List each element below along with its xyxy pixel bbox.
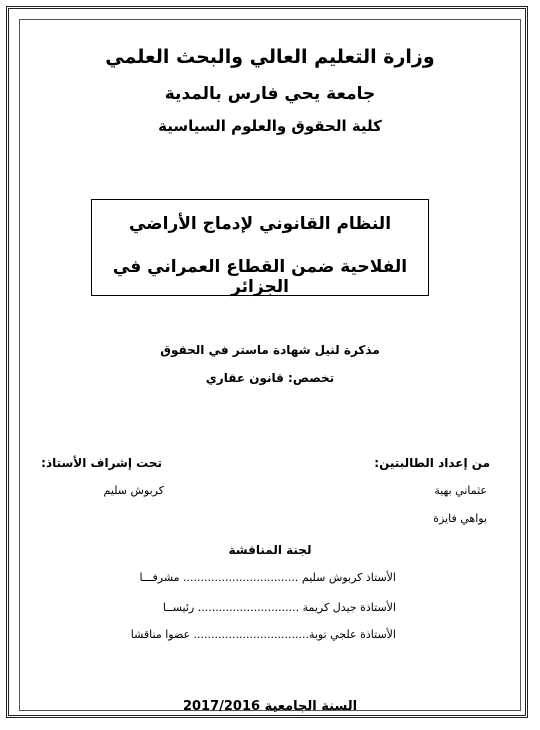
supervision-label: تحت إشراف الأستاذ: bbox=[41, 456, 162, 470]
faculty-heading: كلية الحقوق والعلوم السياسية bbox=[158, 117, 382, 135]
committee-title: لجنة المناقشة bbox=[228, 543, 312, 557]
student-name-1: عثماني بهية bbox=[434, 484, 487, 497]
thesis-title-line-2: الفلاحية ضمن القطاع العمراني في الجزائر bbox=[112, 257, 408, 297]
supervisor-name: كربوش سليم bbox=[103, 484, 164, 497]
thesis-title-box bbox=[91, 199, 429, 296]
committee-member-3: الأستاذة علجي توبة................................. عضوا مناقشا bbox=[130, 628, 396, 641]
academic-year: السنة الجامعية 2017/2016 bbox=[182, 699, 358, 714]
university-heading: جامعة يحي فارس بالمدية bbox=[164, 84, 376, 104]
ministry-heading: وزارة التعليم العالي والبحث العلمي bbox=[105, 46, 435, 68]
thesis-title-line-1: النظام القانوني لإدماج الأراضي bbox=[128, 214, 392, 234]
committee-member-2: الأستاذة جيدل كريمة ............................. رئيســا bbox=[162, 601, 396, 614]
committee-member-1: الأستاذ كربوش سليم ................................. مشرفـــا bbox=[139, 571, 396, 584]
student-name-2: بواهي فايزة bbox=[433, 512, 487, 525]
specialization: تخصص: قانون عقاري bbox=[205, 371, 335, 385]
prepared-by-label: من إعداد الطالبتين: bbox=[374, 456, 490, 470]
degree-memo: مذكرة لنيل شهادة ماستر في الحقوق bbox=[160, 343, 380, 357]
